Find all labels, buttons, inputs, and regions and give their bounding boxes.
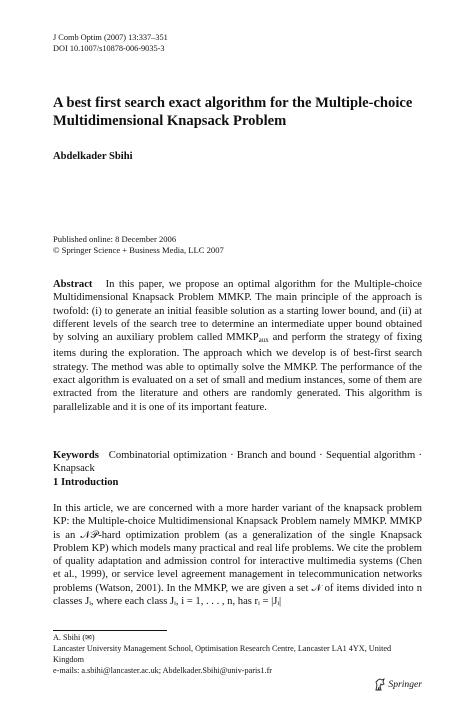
abstract-text-part2: and perform the strategy of fixing items during the exploration. The approach which we develop is of best-first search strategy. The method was able to optimally solve the MMKP. The performance of the exact algorithm is evaluated on a set of small and medium instances, some of them are extracted from the literature and others are randomly generated. This algorithm is parallelizable and it is one of its important feature. (53, 332, 422, 413)
paper-title: A best first search exact algorithm for the Multiple-choice Multidimensional Knapsack Problem (53, 95, 413, 129)
journal-citation: J Comb Optim (2007) 13:337–351 (53, 33, 168, 42)
abstract (53, 278, 422, 414)
copyright: © Springer Science + Business Media, LLC 2007 (53, 245, 224, 255)
springer-horse-icon (374, 678, 386, 691)
footnote (53, 633, 422, 677)
doi: DOI 10.1007/s10878-006-9035-3 (53, 44, 165, 53)
abstract-label: Abstract (53, 279, 93, 290)
keywords-label: Keywords (53, 450, 99, 461)
introduction-paragraph: In this article, we are concerned with a more harder variant of the knapsack problem KP: the Multiple-choice Multidimensional Knapsack Problem namely MMKP. MMKP is an 𝒩𝒫-hard optimization problem (as a generalization of the single Knapsack Problem KP) which models many practical and real life problems. We cite the problem of quality adaptation and admission control for interactive multimedia systems (Chen et al., 1999), or service level agreement management in telecommunication networks problems (Watson, 2001). In the MMKP, we are given a set 𝒩 of items divided into n classes Jᵢ, where each class Jᵢ, i = 1, . . . , n, has rᵢ = |Jᵢ| (53, 503, 422, 608)
footnote-divider (53, 630, 167, 631)
author-name: Abdelkader Sbihi (53, 151, 133, 162)
keywords-text: Combinatorial optimization · Branch and bound · Sequential algorithm · Knapsack (53, 450, 422, 475)
abstract-text-part1: In this paper, we propose an optimal algorithm for the Multiple-choice Multidimensional Knapsack Problem MMKP. The main principle of the approach is twofold: (i) to generate an initial feasible solution as a starting lower bound, and (ii) at different levels of the search tree to determine an intermediate upper bound obtained by solving an auxiliary problem called MMKP (53, 279, 422, 344)
abstract-subscript: aux (258, 336, 269, 345)
author-emails: e-mails: a.sbihi@lancaster.ac.uk; Abdelkader.Sbihi@univ-paris1.fr (53, 665, 273, 675)
published-date: Published online: 8 December 2006 (53, 234, 177, 244)
author-affiliation: Lancaster University Management School, Optimisation Research Centre, Lancaster LA1 4YX, United Kingdom (53, 643, 392, 664)
publisher-name: Springer (388, 679, 422, 690)
corresponding-author: A. Sbihi (✉) (53, 633, 95, 642)
publisher-logo (374, 678, 422, 691)
keywords (53, 449, 422, 476)
section-heading: 1 Introduction (53, 477, 119, 488)
publication-info (53, 234, 224, 256)
